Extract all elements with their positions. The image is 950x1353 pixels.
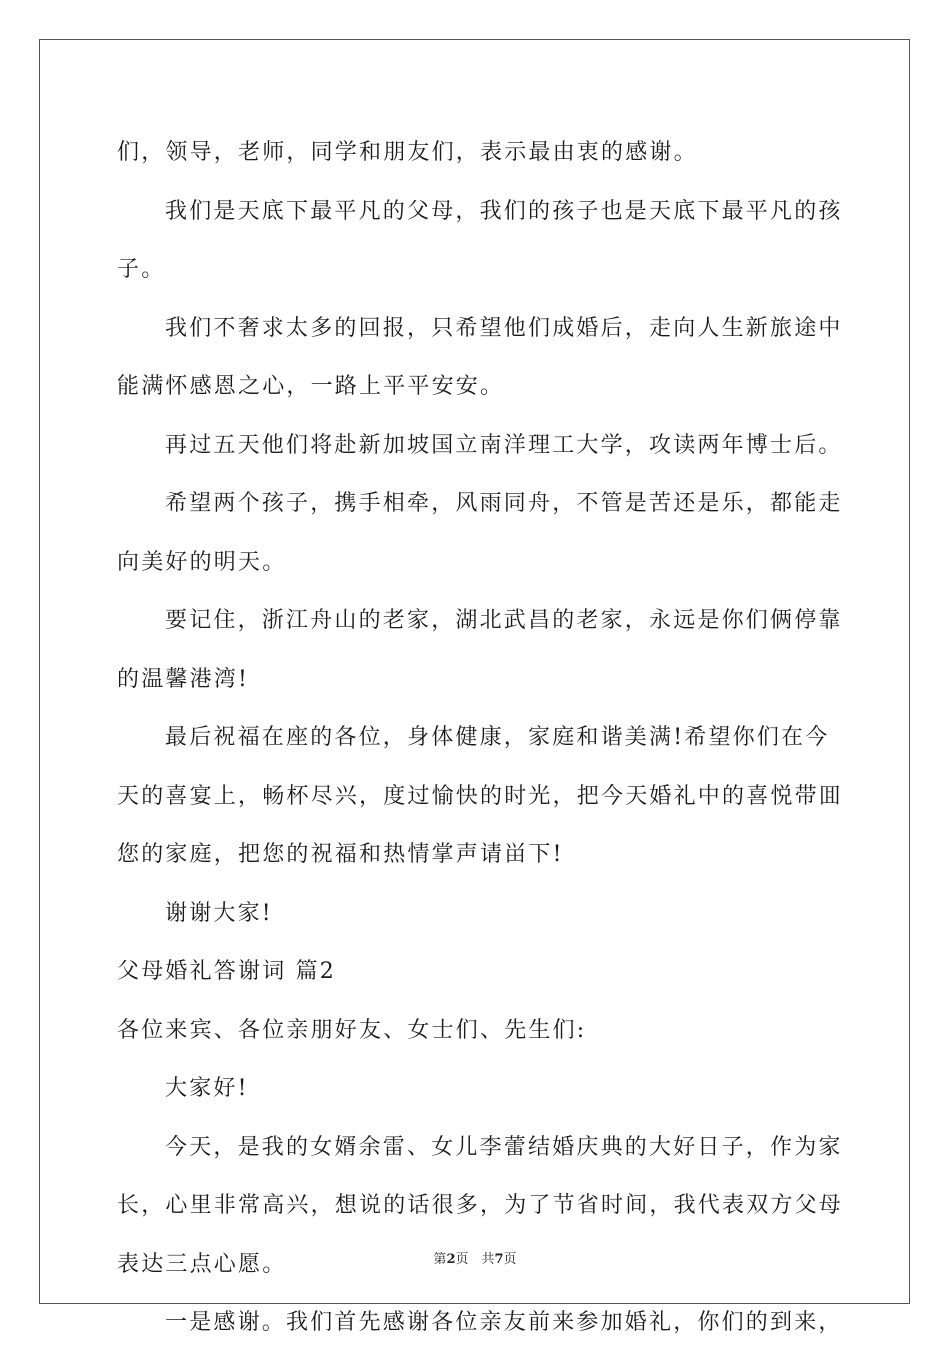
text-line: 表达三点心愿。 bbox=[117, 1251, 287, 1277]
text-line: 我们不奢求太多的回报，只希望他们成婚后，走向人生新旅途中 bbox=[165, 315, 843, 341]
text-line: 一是感谢。我们首先感谢各位亲友前来参加婚礼，你们的到来， bbox=[165, 1310, 843, 1335]
text-line: 我们是天底下最平凡的父母，我们的孩子也是天底下最平凡的孩 bbox=[165, 198, 843, 224]
footer-page-suffix: 页 bbox=[503, 1252, 517, 1267]
text-line: 各位来宾、各位亲朋好友、女士们、先生们: bbox=[117, 1017, 587, 1043]
text-line: 们，领导，老师，同学和朋友们，表示最由衷的感谢。 bbox=[117, 140, 698, 165]
text-line: 您的家庭，把您的祝福和热情掌声请畄下! bbox=[117, 842, 564, 867]
footer-page-mid: 页 共 bbox=[455, 1252, 495, 1267]
text-line: 长，心里非常高兴，想说的话很多，为了节省时间，我代表双方父母 bbox=[117, 1193, 844, 1218]
text-line: 子。 bbox=[117, 257, 166, 282]
text-line: 最后祝福在座的各位，身体健康，家庭和谐美满!希望你们在今 bbox=[165, 725, 830, 750]
text-line: 谢谢大家! bbox=[165, 900, 273, 926]
footer-page-current: 2 bbox=[446, 1252, 456, 1267]
text-line: 向美好的明天。 bbox=[117, 549, 287, 575]
text-line: 大家好! bbox=[165, 1076, 249, 1101]
footer-page-prefix: 第 bbox=[433, 1252, 447, 1267]
text-line: 要记住，浙江舟山的老家，湖北武昌的老家，永远是你们俩停靠 bbox=[165, 608, 843, 633]
text-line: 今天，是我的女婿余雷、女儿李蕾结婚庆典的大好日子，作为家 bbox=[165, 1134, 843, 1160]
page-footer bbox=[0, 1248, 950, 1267]
text-line: 希望两个孩子，携手相牵，风雨同舟，不管是苦还是乐，都能走 bbox=[165, 491, 843, 516]
text-line: 父母婚礼答谢词 篇2 bbox=[117, 959, 336, 984]
document-body bbox=[117, 124, 844, 1353]
text-line: 能满怀感恩之心，一路上平平安安。 bbox=[117, 374, 505, 399]
text-line: 再过五天他们将赴新加坡国立南洋理工大学，攻读两年博士后。 bbox=[165, 432, 843, 458]
footer-page-total: 7 bbox=[494, 1252, 504, 1267]
text-line: 天的喜宴上，畅杯尽兴，度过愉快的时光，把今天婚礼中的喜悦带囬 bbox=[117, 783, 844, 809]
text-line: 的温馨港湾! bbox=[117, 666, 250, 692]
